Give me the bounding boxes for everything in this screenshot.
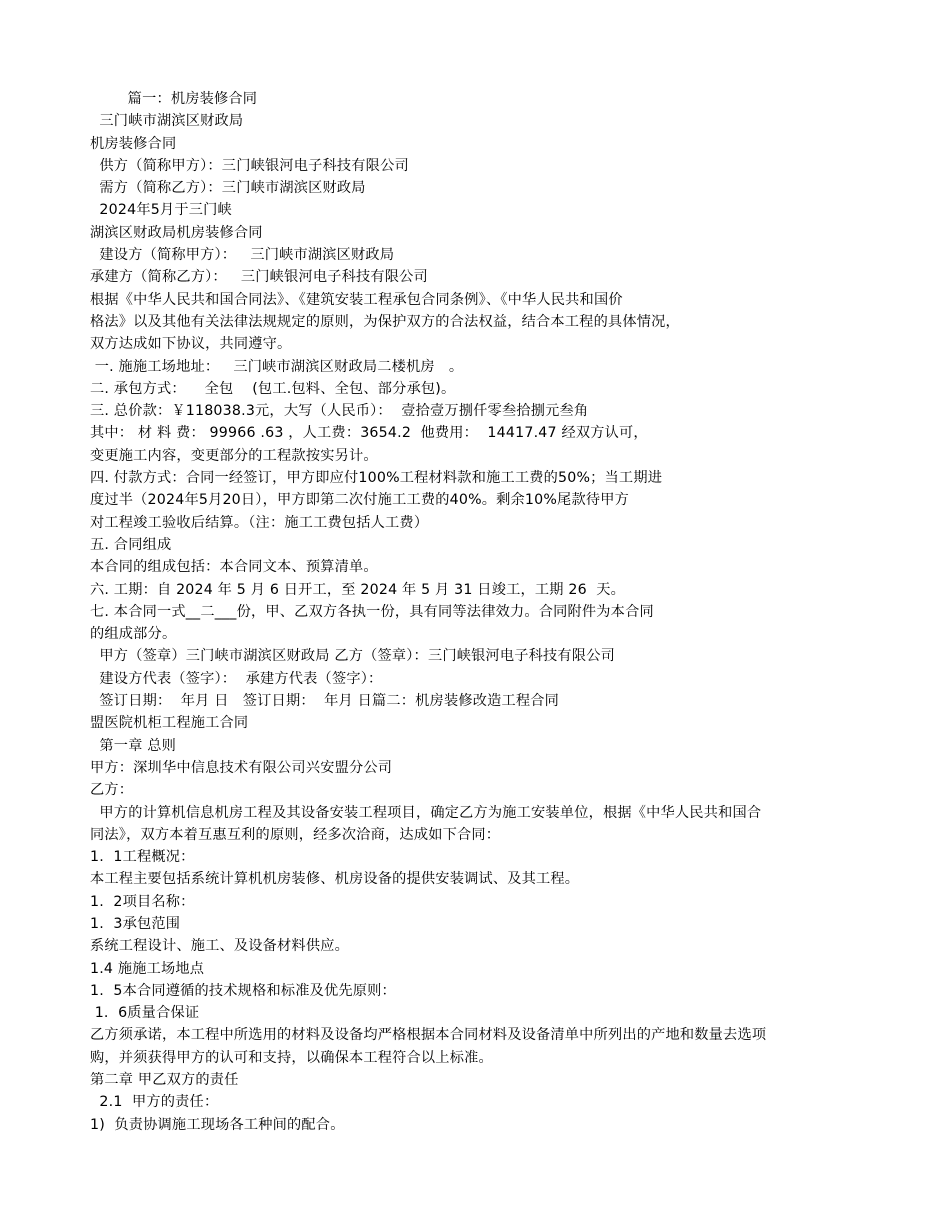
doc-line: 二. 承包方式： 全包 (包工.包料、全包、部分承包)。 — [90, 380, 456, 397]
doc-line: 三门峡市湖滨区财政局 — [90, 113, 244, 130]
doc-line: 1. 3承包范围 — [90, 915, 181, 932]
doc-line: 甲方（签章）三门峡市湖滨区财政局 乙方（签章）：三门峡银河电子科技有限公司 — [90, 648, 615, 665]
doc-line: 2024年5月于三门峡 — [90, 202, 232, 219]
doc-line: 1. 6质量合保证 — [90, 1005, 200, 1022]
doc-line: 湖滨区财政局机房装修合同 — [90, 224, 263, 241]
doc-line: 根据《中华人民共和国合同法》、《建筑安装工程承包合同条例》、《中华人民共和国价 — [90, 291, 623, 308]
doc-line: 需方（简称乙方）：三门峡市湖滨区财政局 — [90, 180, 366, 197]
doc-line: 六. 工期：自 2024 年 5 月 6 日开工，至 2024 年 5 月 31 日竣工，工期 26 天。 — [90, 581, 625, 598]
doc-line: 的组成部分。 — [90, 626, 177, 643]
doc-line: 机房装修合同 — [90, 135, 177, 152]
doc-line: 三. 总价款：￥118038.3元，大写（人民币）： 壹拾壹万捌仟零叁拾捌元叁角 — [90, 403, 589, 420]
doc-line: 2.1 甲方的责任： — [90, 1094, 219, 1111]
doc-line: 对工程竣工验收后结算。（注：施工工费包括人工费） — [90, 514, 429, 531]
doc-line: 甲方的计算机信息机房工程及其设备安装工程项目，确定乙方为施工安装单位，根据《中华人民共和国合 — [90, 804, 762, 821]
doc-line: 四. 付款方式：合同一经签订，甲方即应付100%工程材料款和施工工费的50%；当工期进 — [90, 470, 663, 487]
doc-line: 本工程主要包括系统计算机机房装修、机房设备的提供安装调试、及其工程。 — [90, 871, 580, 888]
doc-line: 系统工程设计、施工、及设备材料供应。 — [90, 938, 349, 955]
doc-line: 其中： 材 料 费： 99966 .63 ，人工费：3654.2 他费用： 14417.47 经双方认可， — [90, 425, 648, 442]
doc-line: 1. 5本合同遵循的技术规格和标准及优先原则： — [90, 982, 396, 999]
doc-line: 1. 2项目名称： — [90, 893, 195, 910]
doc-line: 本合同的组成包括：本合同文本、预算清单。 — [90, 559, 378, 576]
doc-line: 乙方： — [90, 782, 134, 799]
doc-line: 购，并须获得甲方的认可和支持，以确保本工程符合以上标准。 — [90, 1049, 493, 1066]
doc-line: 供方（简称甲方）：三门峡银河电子科技有限公司 — [90, 157, 409, 174]
doc-line: 甲方：深圳华中信息技术有限公司兴安盟分公司 — [90, 759, 393, 776]
document-body — [90, 88, 870, 1136]
doc-line: 盟医院机柜工程施工合同 — [90, 715, 249, 732]
doc-line: 建设方代表（签字）： 承建方代表（签字）： — [90, 670, 383, 687]
doc-line: 格法》以及其他有关法律法规规定的原则，为保护双方的合法权益，结合本工程的具体情况， — [90, 313, 680, 330]
doc-line: 建设方（简称甲方）： 三门峡市湖滨区财政局 — [90, 247, 395, 264]
doc-line: 第一章 总则 — [90, 737, 177, 754]
doc-line: 篇一：机房装修合同 — [90, 91, 258, 107]
doc-line: 一. 施施工场地址： 三门峡市湖滨区财政局二楼机房 。 — [90, 358, 464, 375]
doc-line: 同法》，双方本着互惠互利的原则，经多次洽商，达成如下合同： — [90, 826, 501, 843]
doc-line: 1.4 施施工场地点 — [90, 960, 205, 977]
doc-line: 第二章 甲乙双方的责任 — [90, 1072, 239, 1089]
doc-line: 1. 1工程概况： — [90, 849, 195, 866]
doc-line: 变更施工内容，变更部分的工程款按实另计。 — [90, 447, 378, 464]
doc-line: 度过半（2024年5月20日），甲方即第二次付施工工费的40%。剩余10%尾款待甲方 — [90, 492, 629, 509]
doc-line: 乙方须承诺，本工程中所选用的材料及设备均严格根据本合同材料及设备清单中所列出的产地和数量去选项 — [90, 1027, 767, 1044]
doc-line: 1) 负责协调施工现场各工种间的配合。 — [90, 1116, 345, 1133]
doc-line: 七. 本合同一式__二___份，甲、乙双方各执一份，具有同等法律效力。合同附件为本合同 — [90, 603, 654, 620]
doc-line: 五. 合同组成 — [90, 536, 172, 553]
doc-line: 签订日期： 年月 日 签订日期： 年月 日篇二：机房装修改造工程合同 — [90, 693, 560, 710]
doc-line: 双方达成如下协议，共同遵守。 — [90, 336, 292, 353]
doc-line: 承建方（简称乙方）： 三门峡银河电子科技有限公司 — [90, 269, 428, 286]
